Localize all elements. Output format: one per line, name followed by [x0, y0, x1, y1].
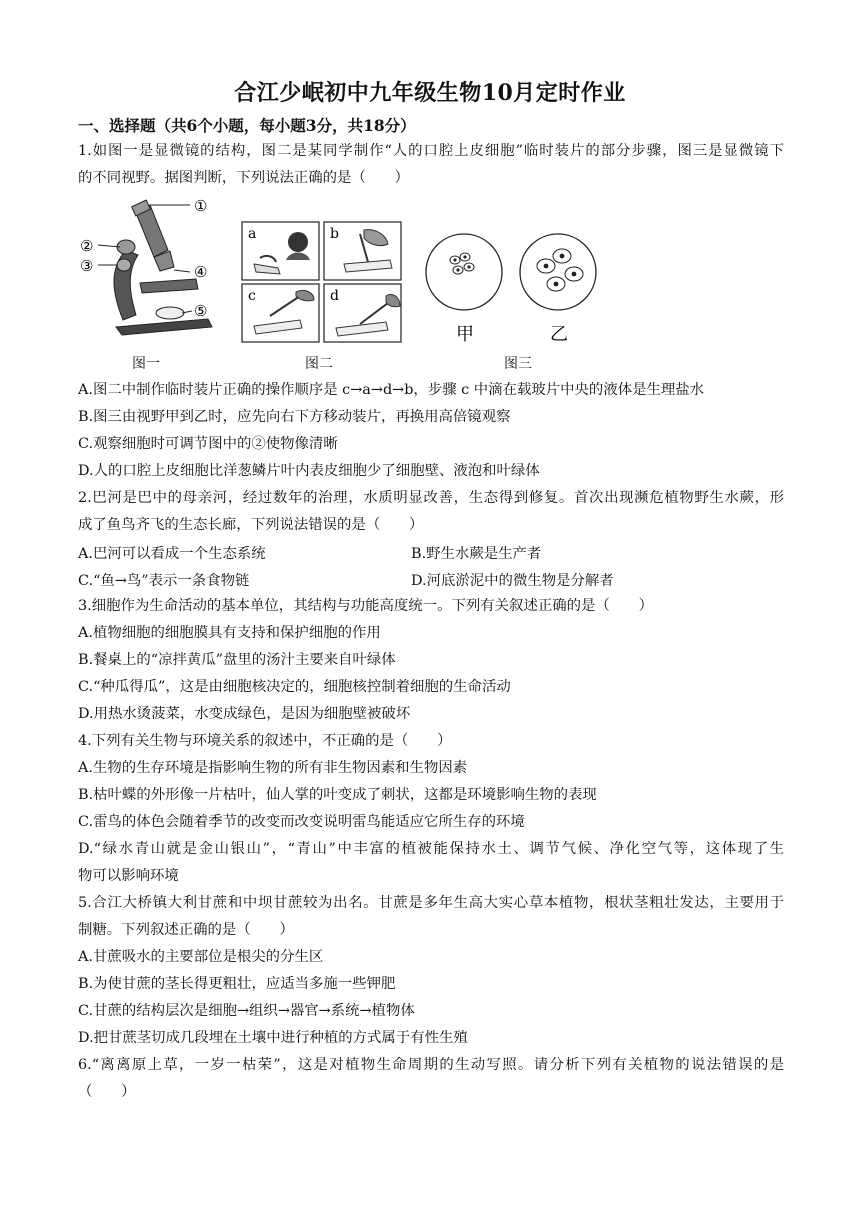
q4-stem: 4.下列有关生物与环境关系的叙述中，不正确的是（ ）	[78, 733, 452, 749]
fig3-label-yi: 乙	[550, 324, 568, 345]
fig3-caption: 图三	[504, 356, 532, 372]
fig1-label-1: ①	[194, 197, 208, 215]
q5-stem-line2: 制糖。下列叙述正确的是（ ）	[78, 922, 294, 938]
fig1-label-3: ③	[80, 257, 94, 275]
q1-option-a: A.图二中制作临时装片正确的操作顺序是 c→a→d→b，步骤 c 中滴在载玻片中央的液体是生理盐水	[78, 382, 705, 398]
fig1-label-4: ④	[194, 263, 208, 281]
q1-stem-line2: 的不同视野。据图判断，下列说法正确的是（ ）	[78, 170, 409, 186]
q2-stem-line1: 2.巴河是巴中的母亲河，经过数年的治理，水质明显改善，生态得到修复。首次出现濒危植物野生水蕨，形	[78, 490, 784, 506]
q2-option-c: C.“鱼→鸟”表示一条食物链	[78, 573, 250, 589]
q6-stem-line2: （ ）	[78, 1084, 136, 1100]
q1-option-b: B.图三由视野甲到乙时，应先向右下方移动装片，再换用高倍镜观察	[78, 409, 511, 425]
q1-stem-line1: 1.如图一是显微镜的结构，图二是某同学制作“人的口腔上皮细胞”临时装片的部分步骤，图三是显微镜下	[78, 143, 784, 159]
q5-option-b: B.为使甘蔗的茎长得更粗壮，应适当多施一些钾肥	[78, 976, 396, 992]
q3-option-b: B.餐桌上的“凉拌黄瓜”盘里的汤汁主要来自叶绿体	[78, 652, 396, 668]
fig3-label-jia: 甲	[456, 324, 474, 345]
q1-option-d: D.人的口腔上皮细胞比洋葱鳞片叶内表皮细胞少了细胞壁、液泡和叶绿体	[78, 463, 540, 479]
slide-steps-figure	[240, 220, 405, 345]
fig1-label-5: ⑤	[194, 302, 208, 320]
fig1-caption: 图一	[132, 356, 160, 372]
fig2-label-b: b	[330, 226, 339, 242]
q4-option-d-line1: D.“绿水青山就是金山银山”，“青山”中丰富的植被能保持水土、调节气候、净化空气等，这体现了生	[78, 841, 784, 857]
q5-option-d: D.把甘蔗茎切成几段埋在土壤中进行种植的方式属于有性生殖	[78, 1030, 468, 1046]
microscope-views-figure	[422, 230, 612, 346]
q2-option-d: D.河底淤泥中的微生物是分解者	[411, 573, 614, 589]
q2-option-b: B.野生水蕨是生产者	[411, 546, 542, 562]
fig2-label-a: a	[248, 226, 257, 242]
fig2-label-c: c	[248, 288, 256, 304]
q1-option-c: C.观察细胞时可调节图中的②使物像清晰	[78, 436, 338, 452]
page-title: 合江少岷初中九年级生物10月定时作业	[234, 80, 626, 106]
fig1-label-2: ②	[80, 237, 94, 255]
q4-option-c: C.雷鸟的体色会随着季节的改变而改变说明雷鸟能适应它所生存的环境	[78, 814, 525, 830]
fig2-label-d: d	[330, 288, 339, 304]
q6-stem-line1: 6.“离离原上草，一岁一枯荣”，这是对植物生命周期的生动写照。请分析下列有关植物的说法错误的是	[78, 1057, 784, 1073]
q3-stem: 3.细胞作为生命活动的基本单位，其结构与功能高度统一。下列有关叙述正确的是（ ）	[78, 598, 653, 614]
q3-option-d: D.用热水烫菠菜，水变成绿色，是因为细胞壁被破坏	[78, 706, 411, 722]
q5-option-a: A.甘蔗吸水的主要部位是根尖的分生区	[78, 949, 324, 965]
q4-option-a: A.生物的生存环境是指影响生物的所有非生物因素和生物因素	[78, 760, 468, 776]
q3-option-a: A.植物细胞的细胞膜具有支持和保护细胞的作用	[78, 625, 381, 641]
fig2-caption: 图二	[305, 356, 333, 372]
q5-option-c: C.甘蔗的结构层次是细胞→组织→器官→系统→植物体	[78, 1003, 415, 1019]
q2-stem-line2: 成了鱼鸟齐飞的生态长廊，下列说法错误的是（ ）	[78, 517, 424, 533]
q4-option-d-line2: 物可以影响环境	[78, 868, 179, 884]
q2-option-a: A.巴河可以看成一个生态系统	[78, 546, 266, 562]
q5-stem-line1: 5.合江大桥镇大利甘蔗和中坝甘蔗较为出名。甘蔗是多年生高大实心草本植物，根状茎粗壮发达，主要用于	[78, 895, 784, 911]
q4-option-b: B.枯叶蝶的外形像一片枯叶，仙人掌的叶变成了刺状，这都是环境影响生物的表现	[78, 787, 597, 803]
section-heading: 一、选择题（共6个小题，每小题3分，共18分）	[78, 116, 416, 135]
q3-option-c: C.“种瓜得瓜”，这是由细胞核决定的，细胞核控制着细胞的生命活动	[78, 679, 511, 695]
microscope-figure	[78, 195, 228, 345]
